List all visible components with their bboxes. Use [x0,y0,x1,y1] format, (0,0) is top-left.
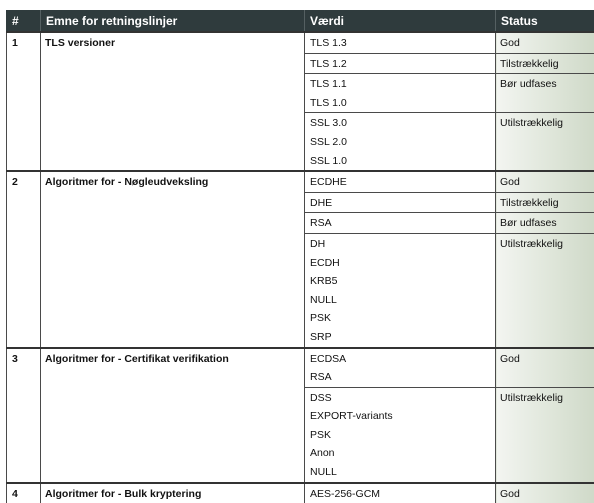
value-item: SSL 2.0 [310,133,491,152]
guideline-table [6,10,594,503]
value-item: TLS 1.0 [310,94,491,113]
table-row [7,348,594,388]
value-item: EXPORT-variants [310,407,491,426]
value-item: TLS 1.1 [310,75,491,94]
value-item: DH [310,235,491,254]
status-cell: God [496,348,594,388]
value-cell [305,74,496,113]
value-item: SSL 1.0 [310,152,491,171]
row-topic: Algoritmer for - Nøgleudveksling [41,171,305,347]
value-item: KRB5 [310,272,491,291]
status-cell: Tilstrækkelig [496,53,594,74]
value-item: TLS 1.3 [310,34,491,53]
status-cell: Utilstrækkelig [496,387,594,482]
row-topic: TLS versioner [41,32,305,171]
value-item: SSL 3.0 [310,114,491,133]
value-item: RSA [310,368,491,387]
row-number: 3 [7,348,41,483]
value-item: RSA [310,214,491,233]
status-cell: Tilstrækkelig [496,192,594,213]
table-row [7,483,594,503]
status-cell: Bør udfases [496,74,594,113]
value-item: NULL [310,291,491,310]
value-cell [305,113,496,171]
value-cell [305,192,496,213]
value-item: AES-256-GCM [310,485,491,503]
value-item: NULL [310,463,491,482]
value-cell [305,387,496,482]
status-cell: Utilstrækkelig [496,233,594,347]
value-cell [305,32,496,53]
value-item: TLS 1.2 [310,55,491,74]
header-num: # [7,10,41,32]
value-item: PSK [310,309,491,328]
value-item: ECDH [310,254,491,273]
value-item: ECDSA [310,350,491,369]
value-cell [305,348,496,388]
value-item: SRP [310,328,491,347]
row-number: 4 [7,483,41,503]
header-status: Status [496,10,594,32]
status-cell: God [496,483,594,503]
value-cell [305,213,496,234]
row-number: 1 [7,32,41,171]
value-cell [305,483,496,503]
value-item: ECDHE [310,173,491,192]
value-item: DSS [310,389,491,408]
value-item: Anon [310,444,491,463]
row-topic: Algoritmer for - Certifikat verifikation [41,348,305,483]
status-cell: God [496,171,594,192]
value-cell [305,53,496,74]
status-cell: Bør udfases [496,213,594,234]
table-body [7,32,594,503]
row-number: 2 [7,171,41,347]
value-cell [305,171,496,192]
value-item: PSK [310,426,491,445]
table-row [7,171,594,192]
header-row [7,10,594,32]
value-cell [305,233,496,347]
row-topic: Algoritmer for - Bulk kryptering [41,483,305,503]
value-item: DHE [310,194,491,213]
status-cell: God [496,32,594,53]
table-row [7,32,594,53]
status-cell: Utilstrækkelig [496,113,594,171]
header-value: Værdi [305,10,496,32]
header-topic: Emne for retningslinjer [41,10,305,32]
